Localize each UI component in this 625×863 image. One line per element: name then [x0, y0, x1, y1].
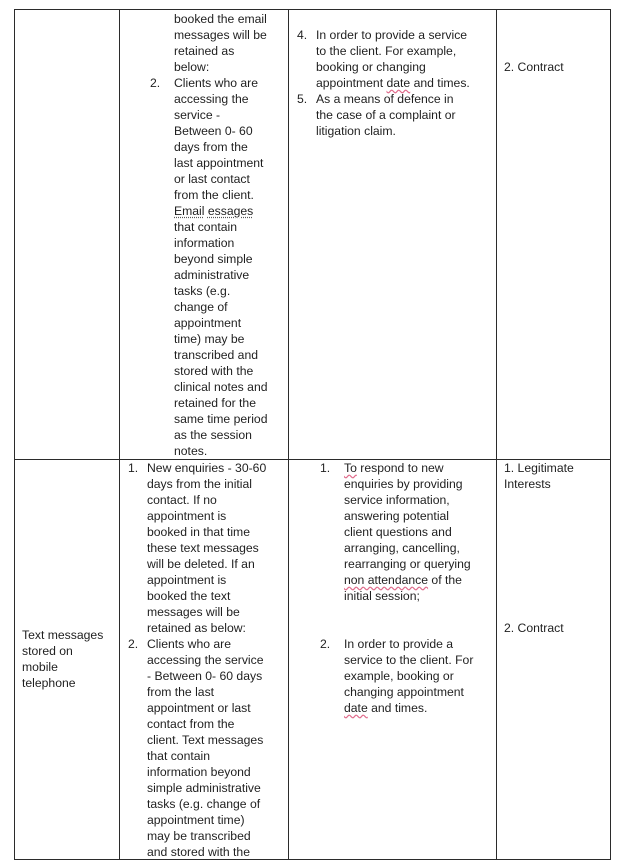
text-line: enquiries by providing — [344, 477, 463, 491]
text-line: to the client. For example, — [316, 44, 457, 58]
text-line: information beyond — [147, 765, 251, 779]
purpose-text — [289, 460, 496, 859]
text-line: answering potential — [344, 509, 450, 523]
text-line: information — [174, 236, 235, 250]
list-number: 2. — [150, 76, 161, 90]
flagged-word: date — [344, 701, 368, 715]
retention-period-text — [120, 10, 288, 459]
text-line: beyond simple — [174, 252, 253, 266]
text-line: rearranging or querying — [344, 557, 471, 571]
text-line: booking or changing — [316, 60, 426, 74]
text-line: contact. If no — [147, 493, 217, 507]
lawful-basis-cell — [497, 10, 611, 460]
table-row — [15, 10, 611, 460]
category-label-line: telephone — [22, 676, 76, 690]
text-line — [316, 75, 470, 91]
text-line: service information, — [344, 493, 450, 507]
list-number: 5. — [297, 92, 308, 106]
purpose-text — [289, 10, 496, 459]
list-number: 2. — [128, 637, 139, 651]
lawful-basis-line: 1. Legitimate — [504, 461, 574, 475]
data-retention-table — [14, 9, 611, 860]
text-line: days from the — [174, 140, 248, 154]
category-cell — [15, 10, 120, 460]
text-line: changing appointment — [344, 685, 464, 699]
text-line: tasks (e.g. — [174, 284, 231, 298]
text-line: In order to provide a service — [316, 28, 468, 42]
category-label-line: mobile — [22, 660, 58, 674]
text-line: administrative — [174, 268, 250, 282]
text-fragment: Email — [174, 204, 205, 218]
text-line: same time period — [174, 412, 268, 426]
text-line: booked the text — [147, 589, 231, 603]
lawful-basis-line: Interests — [504, 477, 551, 491]
text-line: appointment — [174, 316, 242, 330]
list-number: 2. — [320, 637, 331, 651]
text-line: tasks (e.g. change of — [147, 797, 261, 811]
category-label-line: stored on — [22, 644, 73, 658]
text-line: stored with the — [174, 364, 254, 378]
purpose-cell — [289, 10, 497, 460]
category-cell — [15, 460, 120, 860]
text-line: may be transcribed — [147, 829, 251, 843]
misspelled-word: essages — [207, 204, 254, 218]
list-number: 1. — [128, 461, 139, 475]
text-line: accessing the — [174, 92, 249, 106]
text-line: client. Text messages — [147, 733, 264, 747]
text-fragment: and times. — [367, 701, 428, 715]
text-line: litigation claim. — [316, 124, 396, 138]
text-line: messages will be — [147, 605, 240, 619]
text-fragment: and times. — [410, 76, 470, 90]
text-line: Between 0- 60 — [174, 124, 253, 138]
text-line: as the session — [174, 428, 252, 442]
text-fragment: appointment — [316, 76, 387, 90]
lawful-basis-contract: 2. Contract — [504, 621, 564, 635]
text-line: appointment is — [147, 509, 227, 523]
text-line: and stored with the — [147, 845, 250, 859]
text-line: appointment time) — [147, 813, 245, 827]
lawful-basis-cell — [497, 460, 611, 860]
text-line — [344, 700, 427, 716]
text-line: the case of a complaint or — [316, 108, 456, 122]
text-line: service to the client. For — [344, 653, 474, 667]
text-line: As a means of defence in — [316, 92, 454, 106]
text-line: below: — [174, 60, 210, 74]
flagged-word: non attendance — [344, 573, 429, 587]
text-line: appointment or last — [147, 701, 251, 715]
text-line: or last contact — [174, 172, 250, 186]
text-line: transcribed and — [174, 348, 259, 362]
retention-period-cell — [120, 10, 289, 460]
table-row — [15, 460, 611, 860]
text-line: time) may be — [174, 332, 245, 346]
category-text — [15, 460, 119, 859]
text-line: New enquiries - 30-60 — [147, 461, 267, 475]
text-line: days from the initial — [147, 477, 252, 491]
text-line: service - — [174, 108, 221, 122]
flagged-word: To — [344, 461, 357, 475]
text-line: Clients who are — [147, 637, 231, 651]
text-line — [174, 203, 253, 219]
text-line: retained as below: — [147, 621, 246, 635]
text-line: client questions and — [344, 525, 452, 539]
text-line: from the client. — [174, 188, 254, 202]
text-line: example, booking or — [344, 669, 454, 683]
text-line: - Between 0- 60 days — [147, 669, 263, 683]
text-line: appointment is — [147, 573, 227, 587]
text-line: last appointment — [174, 156, 264, 170]
flagged-word: date — [386, 76, 411, 90]
list-number: 4. — [297, 28, 308, 42]
text-line: booked in that time — [147, 525, 250, 539]
category-label-line: Text messages — [22, 628, 104, 642]
lawful-basis-contract: 2. Contract — [504, 60, 564, 74]
text-line: simple administrative — [147, 781, 261, 795]
text-line: booked the email — [174, 12, 267, 26]
text-line: that contain — [174, 220, 238, 234]
text-line — [344, 572, 462, 588]
text-line: that contain — [147, 749, 211, 763]
retention-period-cell — [120, 460, 289, 860]
text-line — [344, 460, 444, 476]
text-line: In order to provide a — [344, 637, 454, 651]
text-line: retained for the — [174, 396, 256, 410]
retention-period-text — [120, 460, 288, 859]
text-fragment: of the — [428, 573, 462, 587]
text-line: change of — [174, 300, 228, 314]
text-line: contact from the — [147, 717, 235, 731]
text-line: clinical notes and — [174, 380, 268, 394]
text-line: from the last — [147, 685, 215, 699]
purpose-cell — [289, 460, 497, 860]
text-line: messages will be — [174, 28, 267, 42]
text-line: retained as — [174, 44, 235, 58]
text-line: arranging, cancelling, — [344, 541, 460, 555]
text-fragment: respond to new — [356, 461, 444, 475]
text-line: notes. — [174, 444, 208, 458]
lawful-basis-text — [497, 460, 610, 859]
list-number: 1. — [320, 461, 331, 475]
text-line: initial session; — [344, 589, 420, 603]
text-line: will be deleted. If an — [147, 557, 255, 571]
text-line: Clients who are — [174, 76, 258, 90]
text-line: these text messages — [147, 541, 259, 555]
text-line: accessing the service — [147, 653, 264, 667]
